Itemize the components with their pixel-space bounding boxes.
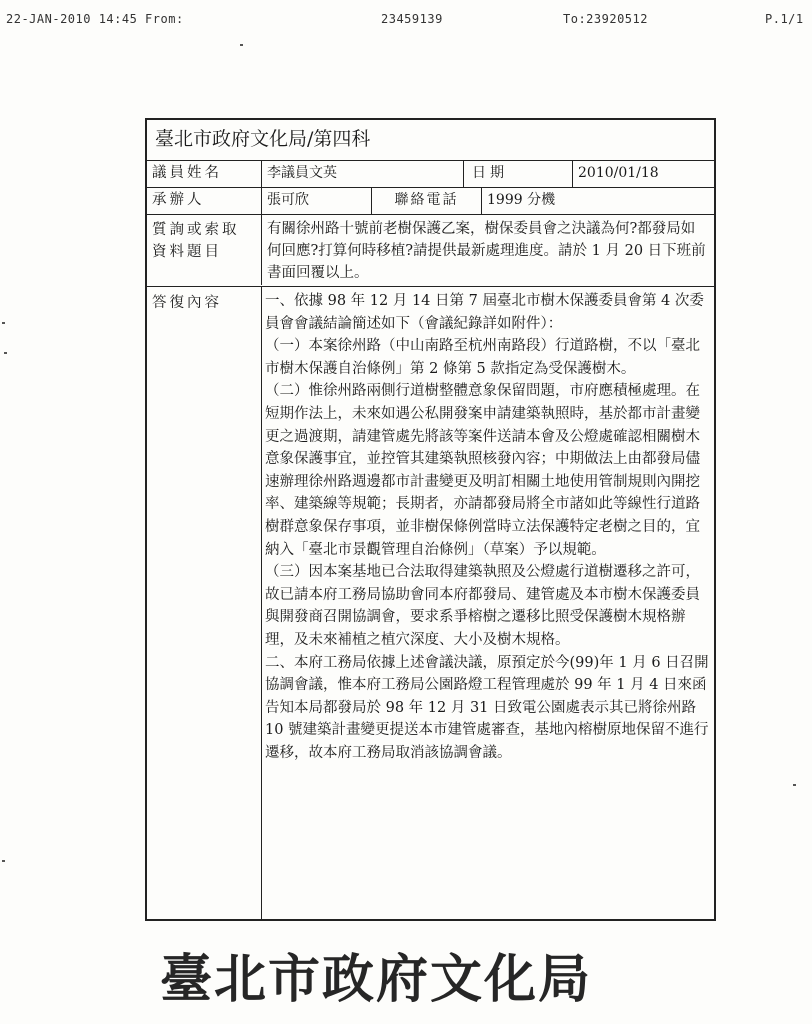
form-title-row: [147, 120, 714, 161]
handler-row: [147, 188, 714, 215]
scan-speck: [793, 784, 796, 786]
date-label: 日期: [464, 161, 573, 187]
fax-recipient: To:23920512: [563, 12, 648, 26]
reply-form: [145, 118, 716, 921]
scan-speck: [4, 352, 7, 354]
office-seal-stamp: 臺北市政府文化局: [160, 949, 593, 1010]
fax-page-number: P.1/1: [765, 12, 804, 26]
handler-label: 承辦人: [147, 188, 262, 214]
answer-paragraph: 二、本府工務局依據上述會議決議，原預定於今(99)年 1 月 6 日召開協調會議，惟本府工務局公園路燈工程管理處於 99 年 1 月 4 日來函告知本局都發局於 98 年 12 月 31 日致電公園處表示其已將徐州路 10 號建築計畫變更提送本市建管處審查，基地內榕樹原地保留不進行遷移，故本府工務局取消該協調會議。: [265, 654, 709, 761]
councilor-row: [147, 161, 714, 188]
answer-row: [147, 287, 714, 919]
phone-value: 1999 分機: [487, 192, 556, 208]
answer-paragraph: （三）因本案基地已合法取得建築執照及公燈處行道樹遷移之許可，故已請本府工務局協助會同本府都發局、建管處及本市樹木保護委員與開發商召開協調會，要求系爭榕樹之遷移比照受保護樹木規格辦理，及未來補植之植穴深度、大小及樹木規格。: [265, 564, 700, 648]
answer-label: 答復內容: [147, 287, 262, 919]
fax-header: [0, 12, 812, 32]
scan-speck: [2, 322, 5, 324]
councilor-label: 議員姓名: [147, 161, 262, 187]
fax-sender-number: 23459139: [381, 12, 443, 26]
form-title: 臺北市政府文化局/第四科: [155, 128, 371, 150]
handler-value: 張可欣: [262, 188, 372, 214]
question-label: 質詢或索取資料題目: [147, 215, 262, 285]
fax-date-time: 22-JAN-2010 14:45 From:: [6, 12, 184, 26]
answer-paragraph: （一）本案徐州路（中山南路至杭州南路段）行道路樹，不以「臺北市樹木保護自治條例」第 2 條第 5 款指定為受保護樹木。: [265, 338, 700, 377]
scan-speck: [2, 860, 5, 862]
phone-label: 聯絡電話: [372, 188, 482, 214]
answer-paragraph: 一、依據 98 年 12 月 14 日第 7 屆臺北市樹木保護委員會第 4 次委員會會議結論簡述如下（會議紀錄詳如附件）：: [265, 293, 704, 332]
answer-paragraph: （二）惟徐州路兩側行道樹整體意象保留問題，市府應積極處理。在短期作法上，未來如遇公私開發案申請建築執照時，基於都市計畫變更之過渡期，請建管處先將該等案件送請本會及公燈處確認相關樹木意象保護事宜，並控管其建築執照核發內容；中期做法上由都發局儘速辦理徐州路週邊都市計畫變更及明訂相關土地使用管制規則內開挖率、建築線等規範；長期者，亦請都發局將全市諸如此等線性行道路樹群意象保存事項，並非樹保條例當時立法保護特定老樹之目的，宜納入「臺北市景觀管理自治條例」（草案）予以規範。: [265, 383, 700, 558]
councilor-value: 李議員文英: [262, 161, 464, 187]
answer-content: [262, 287, 714, 919]
question-row: [147, 215, 714, 287]
scan-speck: [240, 44, 243, 46]
date-value: 2010/01/18: [578, 165, 659, 181]
question-text: 有關徐州路十號前老樹保護乙案，樹保委員會之決議為何?都發局如何回應?打算何時移植?請提供最新處理進度。請於 1 月 20 日下班前書面回覆以上。: [267, 221, 706, 281]
